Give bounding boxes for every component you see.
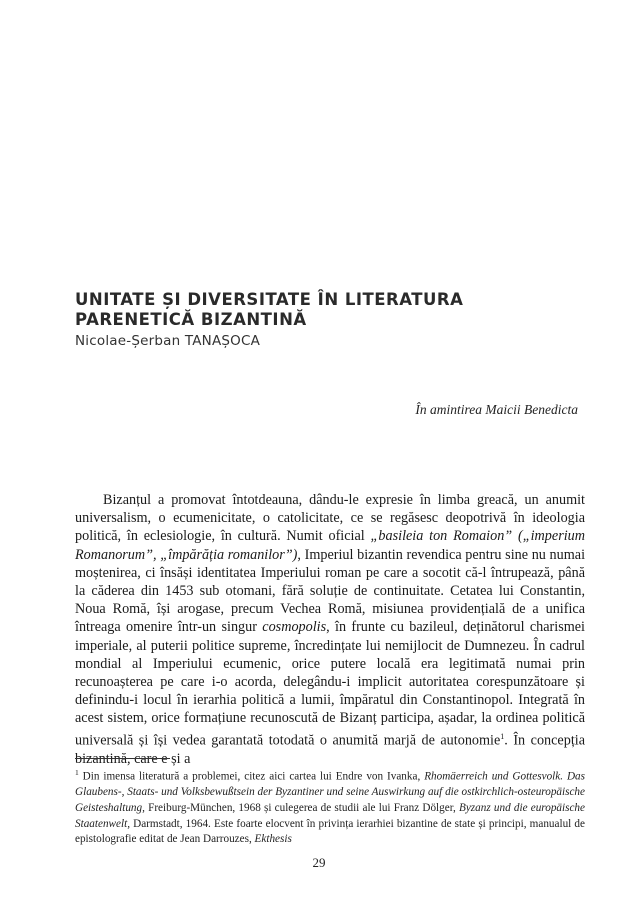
article-header (75, 290, 575, 349)
footnote-reference[interactable]: 1 (500, 731, 505, 741)
footnote (75, 765, 585, 848)
author-name: Nicolae-Șerban TANAȘOCA (75, 333, 261, 349)
body-italic-run: cosmopolis (262, 619, 327, 636)
body-paragraph (75, 491, 585, 768)
footnote-text-run: Darmstadt, 1964. Este foarte elocvent în privința ierarhiei bizantine de state și principi, manualul de epistolografie editat de Jean Darrouzes, (75, 817, 585, 846)
footnote-text-run: Din imensa literatură a problemei, citez aici cartea lui Endre von Ivanka, (78, 770, 425, 783)
body-text-run: . În concepția bizantină, care e și a (75, 732, 585, 767)
body-italic-run: „basileia ton Romaion” („imperium Romanorum”, „împărăția romanilor”) (75, 528, 586, 563)
dedication: În amintirea Maicii Benedicta (415, 402, 578, 417)
page-number: 29 (312, 855, 326, 870)
title-line-1: UNITATE ȘI DIVERSITATE ÎN LITERATURA (75, 290, 464, 309)
article-title (75, 290, 575, 330)
title-line-2: PARENETICĂ BIZANTINĂ (75, 310, 307, 329)
footnote-text-run: Freiburg-München, 1968 și culegerea de studii ale lui Franz Dölger, (144, 801, 459, 814)
body-text-run: , în frunte cu bazileul, deținătorul charismei imperiale, al puterii politice supreme, încredințate lui nemijlocit de Dumnezeu. În cadrul mondial al Imperiului ecumenic, orice putere locală era legitimată numai prin recunoașterea pe care i-o acorda, delegându-i implicit autoritatea corespunzătoare și definindu-i locul în ierarhia politică a lumii, împăratul din Constantinopol. Integrată în acest sistem, orice formațiune recunoscută de Bizanț participa, așadar, la ordinea politică universală și își vedea garantată totodată o anumită marjă de autonomie (75, 619, 585, 749)
footnote-italic-run: Ekthesis (254, 833, 292, 846)
body-text (75, 491, 585, 768)
footnote-separator (75, 758, 170, 759)
body-text-run: Bizanțul a promovat întotdeauna, dându-le expresie în limba greacă, un anumit universalism, o ecumenicitate, o catolicitate, ce se regăsesc deopotrivă în ideologia politică, în eclesiologie, în cultură. Numit oficial (75, 492, 585, 545)
footnote-italic-run: Byzanz und die europäische Staatenwelt, (75, 801, 585, 830)
footnote-italic-run: Rhomäerreich und Gottesvolk. Das Glaubens-, Staats- und Volksbewußtsein der Byzantiner und seine Auswirkung auf die ostkirchlich-osteuropäische Geisteshaltung, (75, 770, 585, 814)
footnote-marker: 1 (75, 768, 79, 777)
body-text-run: , Imperiul bizantin revendica pentru sine nu numai moștenirea, ci însăși identitatea Imperiului roman pe care a socotit că-l întrupează, până la căderea din 1453 sub otomani, fără soluție de continuitate. Cetatea lui Constantin, Noua Romă, își arogase, precum Vechea Romă, misiunea providențială de a unifica întreaga omenire într-un singur (75, 546, 586, 636)
